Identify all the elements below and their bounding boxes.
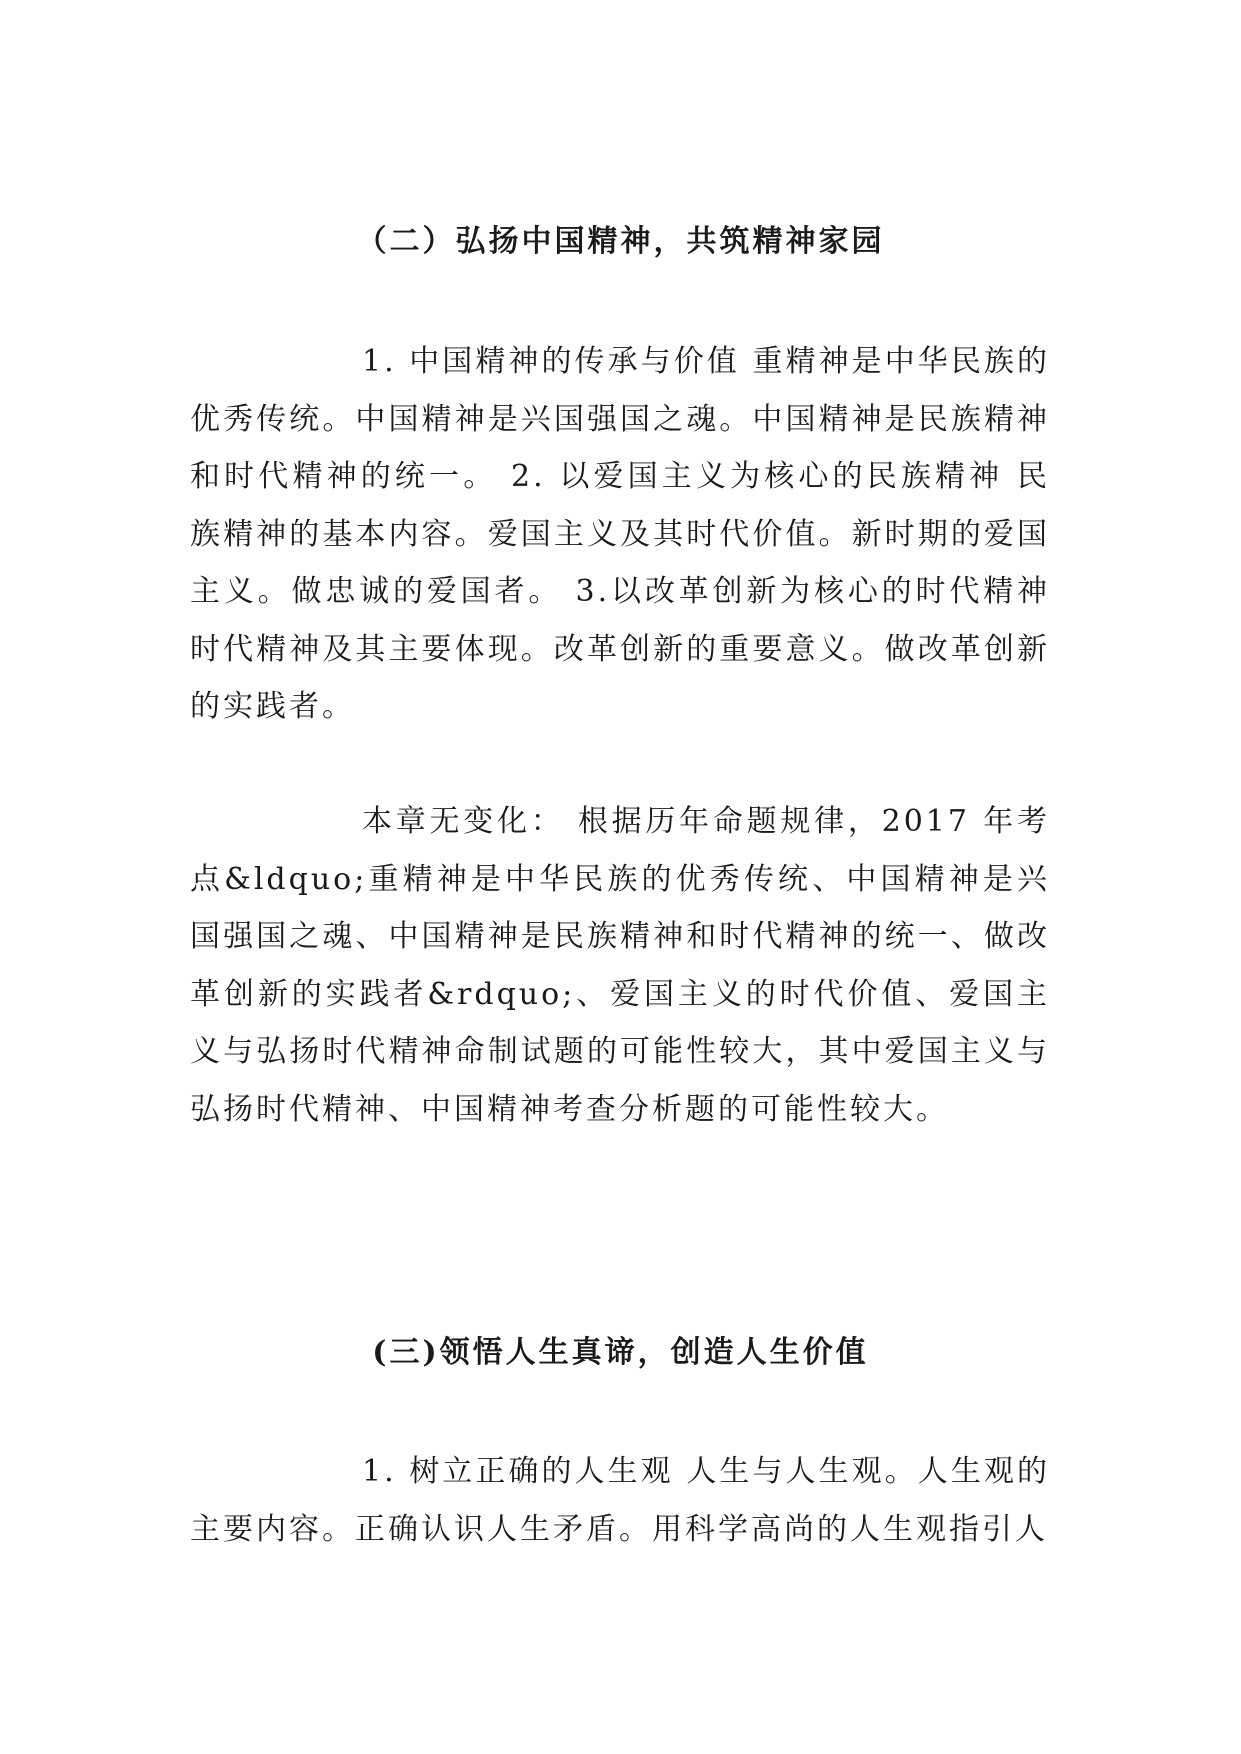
section-2-paragraph-1: 1. 中国精神的传承与价值 重精神是中华民族的优秀传统。中国精神是兴国强国之魂。中国精神是民族精神和时代精神的统一。 2. 以爱国主义为核心的民族精神 民族精神的基本内容。爱国主义及其时代价值。新时期的爱国主义。做忠诚的爱国者。 3.以改革创新为核心的时代精神 时代精神及其主要体现。改革创新的重要意义。做改革创新的实践者。	[190, 344, 1050, 724]
section-2-paragraph-2: 本章无变化： 根据历年命题规律，2017 年考点&ldquo;重精神是中华民族的优秀传统、中国精神是兴国强国之魂、中国精神是民族精神和时代精神的统一、做改革创新的实践者&rdquo;、爱国主义的时代价值、爱国主义与弘扬时代精神命制试题的可能性较大，其中爱国主义与弘扬时代精神、中国精神考查分析题的可能性较大。	[190, 804, 1050, 1127]
section-3-paragraph-1: 1. 树立正确的人生观 人生与人生观。人生观的主要内容。正确认识人生矛盾。用科学高尚的人生观指引人	[190, 1454, 1050, 1547]
section-heading-2: （二）弘扬中国精神，共筑精神家园	[356, 224, 885, 259]
section-heading-3: (三)领悟人生真谛，创造人生价值	[372, 1335, 869, 1370]
